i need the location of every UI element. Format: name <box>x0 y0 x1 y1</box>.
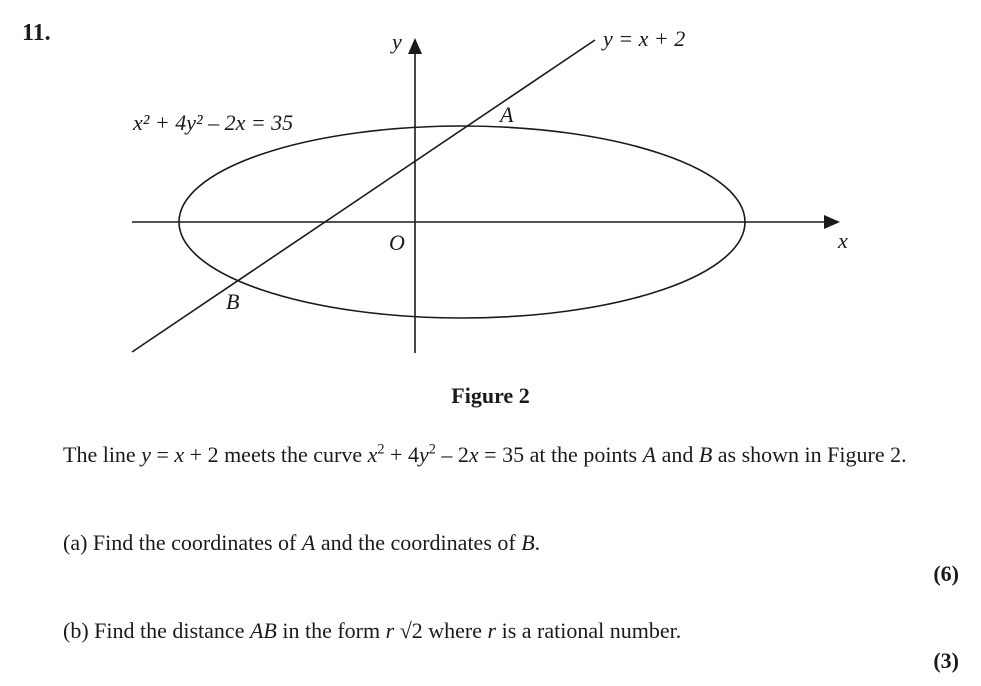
intro-exponent: 2 <box>377 441 385 458</box>
origin-label: O <box>389 230 405 255</box>
part-b-segment: in the form <box>276 618 386 643</box>
part-b-var: r <box>487 618 497 643</box>
straight-line <box>132 40 595 352</box>
intro-text: = <box>150 442 175 467</box>
intro-var: x <box>367 442 378 467</box>
part-b-text <box>63 618 681 644</box>
part-b-segment: is a rational number. <box>496 618 682 643</box>
intro-text: as shown in Figure 2. <box>712 442 907 467</box>
x-axis-label: x <box>838 228 848 253</box>
part-b-var: AB <box>249 618 277 643</box>
intro-text: – 2 <box>435 442 469 467</box>
y-axis-label: y <box>392 29 402 54</box>
line-equation-label: y = x + 2 <box>603 26 686 51</box>
intro-var: y <box>141 442 151 467</box>
x-axis-arrowhead <box>824 215 840 229</box>
part-b-segment: (b) Find the distance <box>63 618 250 643</box>
part-a-var: B <box>521 530 535 555</box>
intro-text: The line <box>63 442 142 467</box>
part-a-marks: (6) <box>933 561 959 586</box>
intro-text: + 2 meets the curve <box>184 442 368 467</box>
intro-text: + 4 <box>384 442 419 467</box>
part-b-marks: (3) <box>933 648 959 673</box>
intro-var: B <box>698 442 713 467</box>
part-a-segment: and the coordinates of <box>315 530 522 555</box>
part-b-segment: √2 where <box>394 618 488 643</box>
part-a-text <box>63 530 540 556</box>
y-axis-arrowhead <box>408 38 422 54</box>
point-b-label: B <box>226 289 240 314</box>
part-b-var: r <box>385 618 395 643</box>
intro-text: = 35 at the points <box>478 442 643 467</box>
question-number: 11. <box>22 20 51 46</box>
part-a-segment: (a) Find the coordinates of <box>63 530 302 555</box>
figure-caption: Figure 2 <box>451 383 530 408</box>
question-intro <box>63 440 963 470</box>
part-a-segment: . <box>534 530 541 555</box>
curve-equation-label: x² + 4y² – 2x = 35 <box>133 110 294 135</box>
intro-exponent: 2 <box>428 441 436 458</box>
point-a-label: A <box>500 102 514 127</box>
intro-var: A <box>642 442 657 467</box>
intro-var: y <box>418 442 429 467</box>
part-a-var: A <box>301 530 316 555</box>
intro-var: x <box>468 442 479 467</box>
intro-text: and <box>656 442 699 467</box>
intro-var: x <box>174 442 185 467</box>
